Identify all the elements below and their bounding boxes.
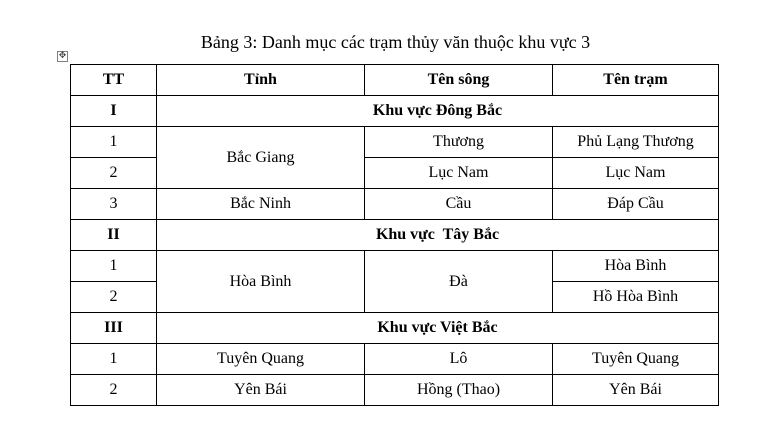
- header-station: Tên trạm: [553, 65, 719, 96]
- region-name: Khu vực Việt Bắc: [157, 313, 719, 344]
- row-number: 2: [71, 282, 157, 313]
- region-name: Khu vực Đông Bắc: [157, 96, 719, 127]
- region-name: Khu vực Tây Bắc: [157, 220, 719, 251]
- table-row: [71, 127, 719, 158]
- river-cell: Thương: [365, 127, 553, 158]
- table-caption: Bảng 3: Danh mục các trạm thủy văn thuộc khu vực 3: [200, 32, 591, 52]
- province-cell: Hòa Bình: [157, 251, 365, 313]
- river-cell: Lục Nam: [365, 158, 553, 189]
- table-header-row: [71, 65, 719, 96]
- river-cell: Hồng (Thao): [365, 375, 553, 406]
- province-cell: Bắc Giang: [157, 127, 365, 189]
- table-row: [71, 375, 719, 406]
- region-row: [71, 96, 719, 127]
- station-cell: Phủ Lạng Thương: [553, 127, 719, 158]
- region-number: III: [71, 313, 157, 344]
- table-row: [71, 251, 719, 282]
- station-cell: Đáp Cầu: [553, 189, 719, 220]
- station-cell: Yên Bái: [553, 375, 719, 406]
- river-cell: Đà: [365, 251, 553, 313]
- region-row: [71, 220, 719, 251]
- header-province: Tỉnh: [157, 65, 365, 96]
- station-cell: Hòa Bình: [553, 251, 719, 282]
- table-row: [71, 189, 719, 220]
- row-number: 1: [71, 344, 157, 375]
- province-cell: Yên Bái: [157, 375, 365, 406]
- region-row: [71, 313, 719, 344]
- row-number: 1: [71, 251, 157, 282]
- region-number: II: [71, 220, 157, 251]
- river-cell: Cầu: [365, 189, 553, 220]
- row-number: 2: [71, 375, 157, 406]
- header-river: Tên sông: [365, 65, 553, 96]
- row-number: 1: [71, 127, 157, 158]
- move-handle-icon[interactable]: ✥: [58, 51, 67, 61]
- row-number: 2: [71, 158, 157, 189]
- station-cell: Lục Nam: [553, 158, 719, 189]
- province-cell: Tuyên Quang: [157, 344, 365, 375]
- station-cell: Hồ Hòa Bình: [553, 282, 719, 313]
- table-row: [71, 344, 719, 375]
- river-cell: Lô: [365, 344, 553, 375]
- row-number: 3: [71, 189, 157, 220]
- header-tt: TT: [71, 65, 157, 96]
- stations-table: [70, 64, 719, 406]
- station-cell: Tuyên Quang: [553, 344, 719, 375]
- province-cell: Bắc Ninh: [157, 189, 365, 220]
- region-number: I: [71, 96, 157, 127]
